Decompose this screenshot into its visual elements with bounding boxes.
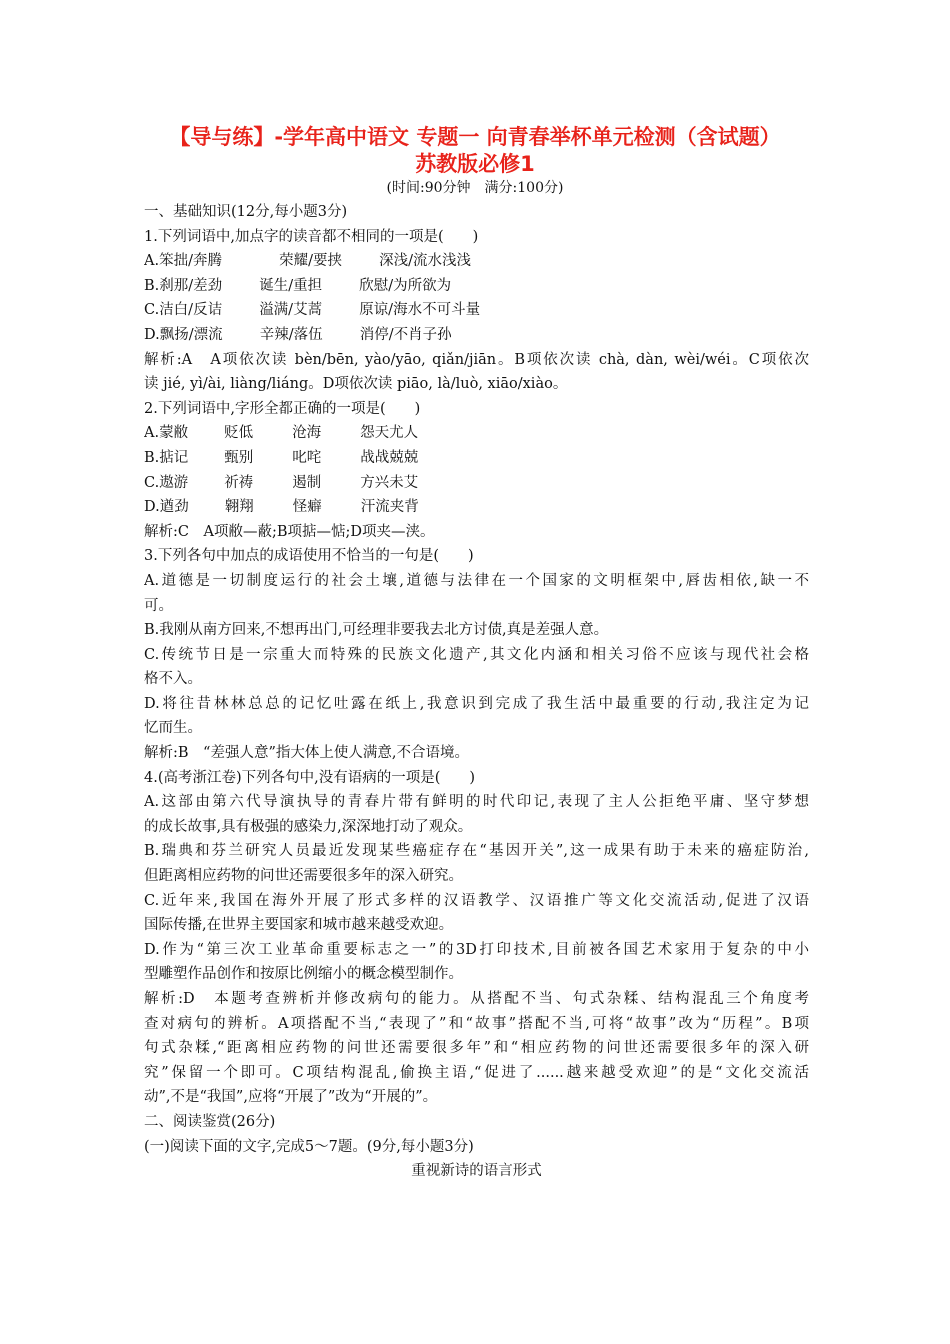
- analysis-text: 解析:C A项敝—蔽;B项掂—惦;D项夹—浃。: [144, 523, 435, 540]
- analysis-text: 解析:B “差强人意”指大体上使人满意,不合语境。: [144, 745, 469, 762]
- question-stem: 1.下列词语中,加点字的读音都不相同的一项是( ): [144, 228, 479, 245]
- option-text: A.道德是一切制度运行的社会土壤,道德与法律在一个国家的文明框架中,唇齿相依,缺一不: [144, 572, 809, 589]
- question-stem: 4.(高考浙江卷)下列各句中,没有语病的一项是( ): [144, 769, 476, 786]
- option-text: 可。: [144, 597, 173, 614]
- article-title: 重视新诗的语言形式: [411, 1163, 542, 1180]
- analysis-text: 查对病句的辨析。A项搭配不当,“表现了”和“故事”搭配不当,可将“故事”改为“历程”。B项: [144, 1015, 809, 1032]
- section-heading: 二、阅读鉴赏(26分): [144, 1113, 276, 1130]
- option-text: A.这部由第六代导演执导的青春片带有鲜明的时代印记,表现了主人公拒绝平庸、坚守梦想: [144, 794, 809, 811]
- option-text: D.作为“第三次工业革命重要标志之一”的3D打印技术,目前被各国艺术家用于复杂的中小: [144, 941, 809, 958]
- option-row: B.刹那/差劲 诞生/重担 欣慰/为所欲为: [144, 277, 452, 294]
- option-text: 国际传播,在世界主要国家和城市越来越受欢迎。: [144, 917, 454, 934]
- option-text: 但距离相应药物的问世还需要很多年的深入研究。: [144, 868, 463, 885]
- analysis-text: 句式杂糅,“距离相应药物的问世还需要很多年”和“相应药物的问世还需要很多年的深入研: [144, 1040, 809, 1057]
- analysis-text: 究”保留一个即可。C项结构混乱,偷换主语,“促进了......越来越受欢迎”的是“文化交流活: [144, 1064, 809, 1081]
- option-row: B.掂记 甄别 叱咤 战战兢兢: [144, 449, 419, 466]
- option-row: D.飘扬/漂流 辛辣/落伍 消停/不肖子孙: [144, 326, 452, 343]
- doc-title-line1: 【导与练】-学年高中语文 专题一 向青春举杯单元检测（含试题）: [169, 125, 781, 149]
- option-row: C.洁白/反诘 溢满/艾蒿 原谅/海水不可斗量: [144, 302, 481, 319]
- option-text: C.传统节日是一宗重大而特殊的民族文化遗产,其文化内涵和相关习俗不应该与现代社会格: [144, 646, 809, 663]
- analysis-text: 解析:D 本题考查辨析并修改病句的能力。从搭配不当、句式杂糅、结构混乱三个角度考: [144, 991, 809, 1007]
- analysis-text: 动”,不是“我国”,应将“开展了”改为“开展的”。: [144, 1089, 438, 1106]
- option-row: A.蒙敝 贬低 沧海 怨天尤人: [144, 425, 419, 442]
- option-row: C.遨游 祈祷 遏制 方兴未艾: [144, 474, 419, 491]
- option-text: D.将往昔林林总总的记忆吐露在纸上,我意识到完成了我生活中最重要的行动,我注定为记: [144, 695, 809, 712]
- doc-subtitle: (时间:90分钟 满分:100分): [386, 180, 564, 196]
- doc-title-line2: 苏教版必修1: [415, 152, 535, 176]
- option-text: 格不入。: [144, 671, 202, 688]
- question-stem: 3.下列各句中加点的成语使用不恰当的一句是( ): [144, 548, 474, 565]
- option-row: D.遒劲 翱翔 怪癖 汗流夹背: [144, 499, 419, 516]
- option-text: 型雕塑作品创作和按原比例缩小的概念模型制作。: [144, 966, 463, 983]
- doc-body: [144, 200, 809, 1184]
- question-stem: 2.下列词语中,字形全都正确的一项是( ): [144, 400, 421, 417]
- option-text: 忆而生。: [144, 720, 202, 737]
- option-text: C.近年来,我国在海外开展了形式多样的汉语教学、汉语推广等文化交流活动,促进了汉语: [144, 892, 809, 909]
- option-row: A.笨拙/奔腾 荣耀/要挟 深浅/流水浅浅: [144, 253, 471, 270]
- analysis-text: 读 jié, yì/ài, liàng/liáng。D项依次读 piāo, là/luò, xiāo/xiào。: [144, 376, 568, 393]
- analysis-text: 解析:A A项依次读 bèn/bēn, yào/yāo, qiǎn/jiān。B项依次读 chà, dàn, wèi/wéi。C项依次: [144, 351, 809, 368]
- option-text: B.我刚从南方回来,不想再出门,可经理非要我去北方讨债,真是差强人意。: [144, 622, 609, 639]
- option-text: 的成长故事,具有极强的感染力,深深地打动了观众。: [144, 818, 473, 835]
- option-text: B.瑞典和芬兰研究人员最近发现某些癌症存在“基因开关”,这一成果有助于未来的癌症防治,: [144, 843, 809, 860]
- section-heading: 一、基础知识(12分,每小题3分): [144, 204, 348, 220]
- part-heading: (一)阅读下面的文字,完成5～7题。(9分,每小题3分): [144, 1138, 474, 1155]
